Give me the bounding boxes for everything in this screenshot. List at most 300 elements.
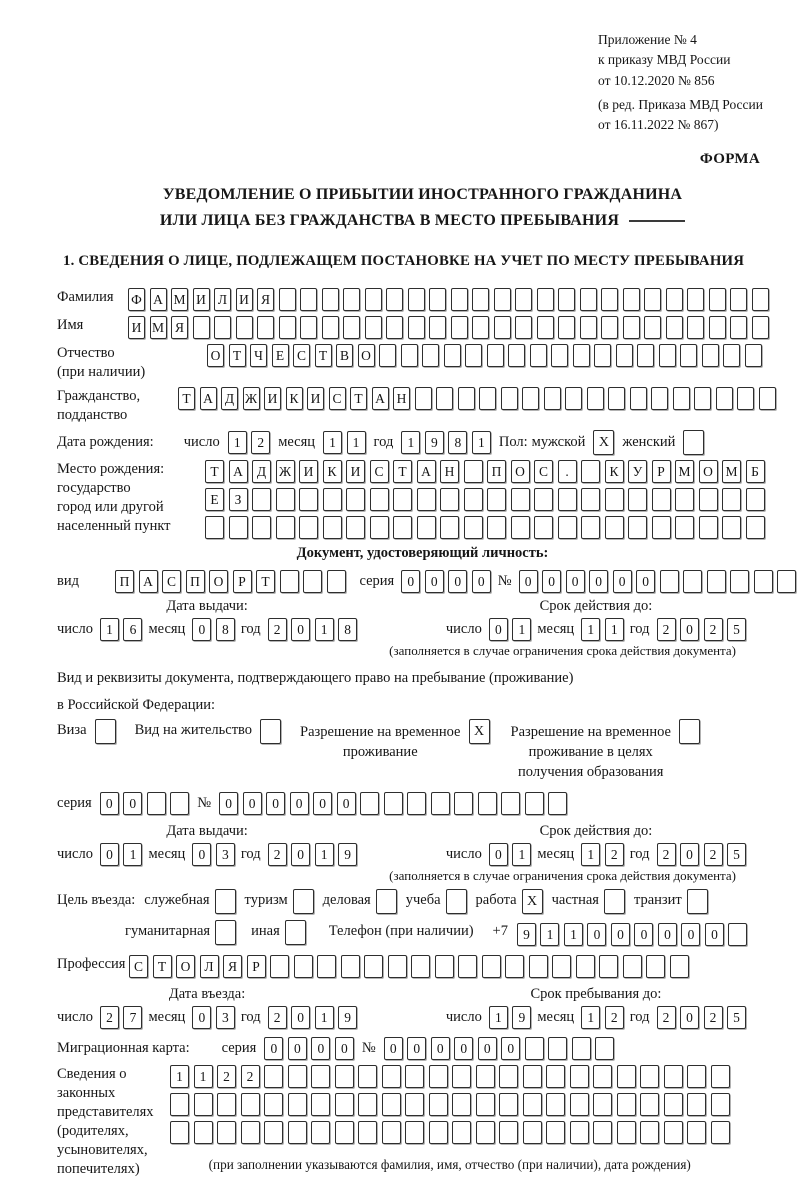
char-cell: 0 [589, 570, 608, 593]
char-cell: 9 [512, 1006, 531, 1029]
char-cell: Р [247, 955, 266, 978]
issue-date-head: Дата выдачи: [166, 598, 248, 615]
birth-place-row [57, 460, 788, 539]
char-cell: А [150, 288, 167, 311]
char-cell [452, 1093, 471, 1116]
char-cell [499, 1065, 518, 1088]
char-cell: 0 [478, 1037, 497, 1060]
char-cell [515, 288, 532, 311]
char-cell [429, 1121, 448, 1144]
title-blank-underline [629, 220, 685, 222]
patronymic-row [57, 344, 788, 382]
char-cell: Е [205, 488, 224, 511]
char-cell: 0 [291, 618, 310, 641]
char-cell: С [370, 460, 389, 483]
char-cell: 8 [448, 431, 467, 454]
purpose-transit-checkbox [687, 889, 708, 914]
birth-place-cells-line1 [205, 460, 765, 483]
char-cell [551, 344, 568, 367]
char-cell [464, 488, 483, 511]
char-cell [194, 1121, 213, 1144]
char-cell: Ж [276, 460, 295, 483]
profession-cells [129, 955, 689, 978]
char-cell: 0 [100, 843, 119, 866]
char-cell [252, 516, 271, 539]
char-cell [236, 316, 253, 339]
phone-label: Телефон (при наличии) [328, 923, 474, 940]
char-cell: 0 [519, 570, 538, 593]
char-cell [478, 792, 497, 815]
char-cell: . [558, 460, 577, 483]
char-cell: 1 [100, 618, 119, 641]
char-cell [358, 1093, 377, 1116]
char-cell: Ф [128, 288, 145, 311]
char-cell: С [162, 570, 181, 593]
char-cell [386, 316, 403, 339]
char-cell: 0 [290, 792, 309, 815]
entry-dates [57, 986, 788, 1029]
char-cell: 2 [657, 618, 676, 641]
char-cell: 0 [192, 1006, 211, 1029]
stay-year-cells [657, 1006, 747, 1029]
char-cell: 1 [512, 843, 531, 866]
birth-day-cells [228, 431, 271, 454]
char-cell: 2 [657, 1006, 676, 1029]
char-cell [408, 316, 425, 339]
char-cell: А [229, 460, 248, 483]
char-cell [652, 516, 671, 539]
temp-residence-edu-checkbox [679, 719, 700, 744]
residence-permit-checkbox [260, 719, 281, 744]
char-cell [288, 1093, 307, 1116]
char-cell [393, 516, 412, 539]
residence-series-cells [100, 792, 190, 815]
char-cell: Н [440, 460, 459, 483]
char-cell: И [236, 288, 253, 311]
char-cell [476, 1093, 495, 1116]
char-cell [702, 344, 719, 367]
char-cell [728, 923, 747, 946]
given-name-label: Имя [57, 317, 84, 334]
ref-amendment-line: (в ред. Приказа МВД России [598, 96, 763, 112]
char-cell [288, 1065, 307, 1088]
char-cell: 0 [311, 1037, 330, 1060]
residence-doc-dates [57, 823, 788, 866]
char-cell [472, 288, 489, 311]
char-cell [279, 316, 296, 339]
char-cell [264, 1065, 283, 1088]
char-cell [687, 316, 704, 339]
char-cell [472, 316, 489, 339]
char-cell [630, 387, 647, 410]
char-cell: С [293, 344, 310, 367]
char-cell: Е [272, 344, 289, 367]
char-cell [405, 1065, 424, 1088]
char-cell [640, 1065, 659, 1088]
char-cell [534, 488, 553, 511]
issue-year-cells [268, 618, 358, 641]
char-cell: Я [257, 288, 274, 311]
char-cell: 0 [100, 792, 119, 815]
char-cell: Д [221, 387, 238, 410]
sex-label: Пол: [498, 434, 528, 451]
char-cell [501, 387, 518, 410]
char-cell: 1 [581, 618, 600, 641]
char-cell [593, 1093, 612, 1116]
char-cell [646, 955, 665, 978]
birth-place-label: Место рождения: государство город или другой населенный пункт [57, 461, 171, 535]
char-cell [565, 387, 582, 410]
identity-expiry-note: (заполняется в случае ограничения срока действия документа) [389, 643, 736, 659]
patronymic-cells [207, 344, 762, 367]
char-cell: 1 [564, 923, 583, 946]
representatives-note: (при заполнении указываются фамилия, имя, отчество (при наличии), дата рождения) [208, 1157, 691, 1173]
char-cell [716, 387, 733, 410]
char-cell [687, 1121, 706, 1144]
char-cell [593, 1121, 612, 1144]
char-cell: 0 [425, 570, 444, 593]
char-cell [327, 570, 346, 593]
char-cell: 0 [401, 570, 420, 593]
char-cell [548, 792, 567, 815]
char-cell [429, 316, 446, 339]
purpose-private-checkbox [604, 889, 625, 914]
char-cell: 3 [216, 1006, 235, 1029]
purpose-other-checkbox [285, 920, 306, 945]
char-cell [664, 1121, 683, 1144]
migration-card-row [57, 1037, 788, 1060]
char-cell: Р [233, 570, 252, 593]
char-cell: С [129, 955, 148, 978]
char-cell [440, 488, 459, 511]
char-cell: 1 [170, 1065, 189, 1088]
char-cell: И [128, 316, 145, 339]
char-cell [511, 488, 530, 511]
char-cell [558, 316, 575, 339]
char-cell [494, 316, 511, 339]
migration-series-cells [264, 1037, 354, 1060]
char-cell [605, 488, 624, 511]
representatives-cells-line2 [170, 1093, 730, 1116]
char-cell: 0 [489, 843, 508, 866]
char-cell [170, 1093, 189, 1116]
char-cell: О [176, 955, 195, 978]
char-cell [458, 955, 477, 978]
char-cell: Я [223, 955, 242, 978]
char-cell [580, 316, 597, 339]
char-cell: 0 [636, 570, 655, 593]
representatives-label: Сведения о законных представителях (родителях, усыновителях, попечителях) [57, 1066, 154, 1178]
char-cell: 2 [217, 1065, 236, 1088]
char-cell: К [286, 387, 303, 410]
char-cell: 5 [727, 843, 746, 866]
char-cell: 9 [338, 1006, 357, 1029]
birth-year-cells [401, 431, 491, 454]
year-label: год [373, 434, 394, 451]
doc-type-cells [115, 570, 346, 593]
char-cell [408, 288, 425, 311]
char-cell [505, 955, 524, 978]
form-label: ФОРМА [699, 151, 760, 168]
char-cell [617, 1065, 636, 1088]
char-cell: М [171, 288, 188, 311]
char-cell [694, 387, 711, 410]
profession-label: Профессия [57, 956, 126, 973]
char-cell [276, 516, 295, 539]
char-cell [581, 516, 600, 539]
surname-label: Фамилия [57, 289, 114, 306]
migration-number-cells [384, 1037, 615, 1060]
citizenship-cells [178, 387, 776, 410]
char-cell [494, 288, 511, 311]
residence-expiry-group: Срок действия до: число 0 1 месяц 1 2 год 2 0 2 5 [446, 823, 746, 866]
char-cell [525, 1037, 544, 1060]
char-cell: 1 [489, 1006, 508, 1029]
char-cell [300, 288, 317, 311]
sex-female-checkbox [683, 430, 704, 455]
char-cell [147, 792, 166, 815]
char-cell [730, 316, 747, 339]
char-cell: 0 [680, 1006, 699, 1029]
char-cell: 2 [657, 843, 676, 866]
form-title-line2: ИЛИ ЛИЦА БЕЗ ГРАЖДАНСТВА В МЕСТО ПРЕБЫВАНИЯ [159, 211, 620, 229]
char-cell: Л [200, 955, 219, 978]
char-cell: Т [315, 344, 332, 367]
char-cell [444, 344, 461, 367]
char-cell [370, 516, 389, 539]
char-cell [465, 344, 482, 367]
identity-doc-dates [57, 598, 788, 641]
char-cell: 0 [501, 1037, 520, 1060]
char-cell: 2 [605, 1006, 624, 1029]
char-cell: 2 [251, 431, 270, 454]
char-cell [699, 516, 718, 539]
sex-male-label: мужской [531, 434, 586, 451]
identity-doc-heading: Документ, удостоверяющий личность: [296, 545, 549, 562]
doc-series-label: серия [359, 573, 395, 590]
char-cell [522, 387, 539, 410]
residence-permit-option: Вид на жительство [135, 722, 281, 744]
char-cell: 0 [587, 923, 606, 946]
char-cell [417, 488, 436, 511]
char-cell [264, 1121, 283, 1144]
representatives-cells-line1 [170, 1065, 730, 1088]
char-cell [464, 460, 483, 483]
purpose-business-checkbox [376, 889, 397, 914]
day-label: число [183, 434, 220, 451]
char-cell [523, 1065, 542, 1088]
purpose-humanitarian-checkbox [215, 920, 236, 945]
char-cell [660, 570, 679, 593]
reference-block [598, 30, 786, 135]
char-cell [270, 955, 289, 978]
char-cell: 0 [288, 1037, 307, 1060]
char-cell [335, 1121, 354, 1144]
char-cell: 0 [313, 792, 332, 815]
char-cell: 0 [266, 792, 285, 815]
doc-number-label: № [497, 573, 512, 590]
char-cell [451, 316, 468, 339]
visa-checkbox [95, 719, 116, 744]
temp-residence-edu-option: Разрешение на временное проживание в целях получения образования [511, 722, 700, 782]
char-cell [415, 387, 432, 410]
char-cell [294, 955, 313, 978]
char-cell: О [358, 344, 375, 367]
purpose-row-2: гуманитарная иная Телефон (при наличии) +7 9 1 1 0 0 0 0 0 0 [125, 923, 788, 946]
char-cell [637, 344, 654, 367]
char-cell [252, 488, 271, 511]
char-cell: У [628, 460, 647, 483]
char-cell [593, 1065, 612, 1088]
residence-issue-group: Дата выдачи: число 0 1 месяц 0 3 год 2 0 1 9 [57, 823, 357, 866]
char-cell [640, 1121, 659, 1144]
char-cell [464, 516, 483, 539]
char-cell [429, 288, 446, 311]
char-cell [335, 1065, 354, 1088]
char-cell [608, 387, 625, 410]
char-cell [628, 488, 647, 511]
phone-cells [517, 923, 748, 946]
birth-place-cells-line3 [205, 516, 765, 539]
char-cell [673, 387, 690, 410]
residence-number-cells [219, 792, 567, 815]
char-cell: 0 [431, 1037, 450, 1060]
char-cell [241, 1121, 260, 1144]
char-cell: К [605, 460, 624, 483]
char-cell [666, 288, 683, 311]
char-cell [317, 955, 336, 978]
char-cell [343, 316, 360, 339]
char-cell: 0 [566, 570, 585, 593]
visa-option: Виза [57, 722, 116, 744]
char-cell [358, 1121, 377, 1144]
char-cell: 1 [315, 843, 334, 866]
char-cell [346, 516, 365, 539]
char-cell [623, 955, 642, 978]
char-cell [440, 516, 459, 539]
expiry-day-cells [489, 618, 532, 641]
representatives-cells-line3 [170, 1121, 730, 1144]
char-cell: Т [350, 387, 367, 410]
char-cell [407, 792, 426, 815]
char-cell: 0 [219, 792, 238, 815]
char-cell [217, 1121, 236, 1144]
char-cell [628, 516, 647, 539]
char-cell: 0 [613, 570, 632, 593]
ref-line: к приказу МВД России [598, 52, 731, 68]
char-cell [382, 1093, 401, 1116]
char-cell: Т [205, 460, 224, 483]
char-cell [746, 516, 765, 539]
char-cell [572, 1037, 591, 1060]
char-cell [435, 955, 454, 978]
char-cell: Р [652, 460, 671, 483]
char-cell [279, 288, 296, 311]
char-cell: 0 [291, 843, 310, 866]
char-cell [777, 570, 796, 593]
char-cell [581, 460, 600, 483]
char-cell: М [675, 460, 694, 483]
char-cell: Л [214, 288, 231, 311]
char-cell [288, 1121, 307, 1144]
char-cell: Т [153, 955, 172, 978]
char-cell [341, 955, 360, 978]
char-cell [640, 1093, 659, 1116]
sex-female-label: женский [622, 434, 676, 451]
birth-date-row [57, 430, 788, 455]
char-cell [709, 316, 726, 339]
char-cell [570, 1065, 589, 1088]
residence-number-label: № [197, 795, 212, 812]
residence-series-label: серия [57, 795, 92, 812]
char-cell: О [209, 570, 228, 593]
char-cell: О [511, 460, 530, 483]
char-cell [707, 570, 726, 593]
sex-male-checkbox: X [593, 430, 614, 455]
char-cell [303, 570, 322, 593]
patronymic-label: Отчество (при наличии) [57, 345, 146, 381]
char-cell [659, 344, 676, 367]
char-cell [737, 387, 754, 410]
char-cell [523, 1121, 542, 1144]
char-cell [570, 1093, 589, 1116]
entry-date-group: Дата въезда: число 2 7 месяц 0 3 год 2 0 1 9 [57, 986, 357, 1029]
char-cell [711, 1065, 730, 1088]
char-cell [730, 570, 749, 593]
char-cell: 1 [123, 843, 142, 866]
char-cell: Н [393, 387, 410, 410]
char-cell: З [229, 488, 248, 511]
migration-card-label: Миграционная карта: [57, 1040, 190, 1057]
char-cell [386, 288, 403, 311]
char-cell: 0 [337, 792, 356, 815]
char-cell [525, 792, 544, 815]
char-cell: 2 [268, 618, 287, 641]
char-cell [311, 1093, 330, 1116]
char-cell [605, 516, 624, 539]
char-cell [687, 1065, 706, 1088]
char-cell [664, 1065, 683, 1088]
stay-until-group: Срок пребывания до: число 1 9 месяц 1 2 год 2 0 2 5 [446, 986, 746, 1029]
char-cell [537, 316, 554, 339]
char-cell [576, 955, 595, 978]
expiry-month-cells [581, 618, 624, 641]
char-cell: А [372, 387, 389, 410]
char-cell [599, 955, 618, 978]
char-cell [652, 488, 671, 511]
char-cell [454, 792, 473, 815]
char-cell [276, 488, 295, 511]
char-cell: А [417, 460, 436, 483]
char-cell [675, 488, 694, 511]
char-cell [299, 488, 318, 511]
char-cell: Б [746, 460, 765, 483]
char-cell [530, 344, 547, 367]
char-cell [452, 1121, 471, 1144]
char-cell: 0 [384, 1037, 403, 1060]
char-cell: 0 [264, 1037, 283, 1060]
char-cell: Т [393, 460, 412, 483]
char-cell [382, 1065, 401, 1088]
char-cell: 9 [338, 843, 357, 866]
char-cell [476, 1121, 495, 1144]
char-cell [511, 516, 530, 539]
migration-series-label: серия [221, 1040, 257, 1057]
char-cell [360, 792, 379, 815]
residence-expiry-day-cells [489, 843, 532, 866]
identity-expiry-group: Срок действия до: число 0 1 месяц 1 1 год 2 0 2 5 [446, 598, 746, 641]
char-cell [523, 1093, 542, 1116]
